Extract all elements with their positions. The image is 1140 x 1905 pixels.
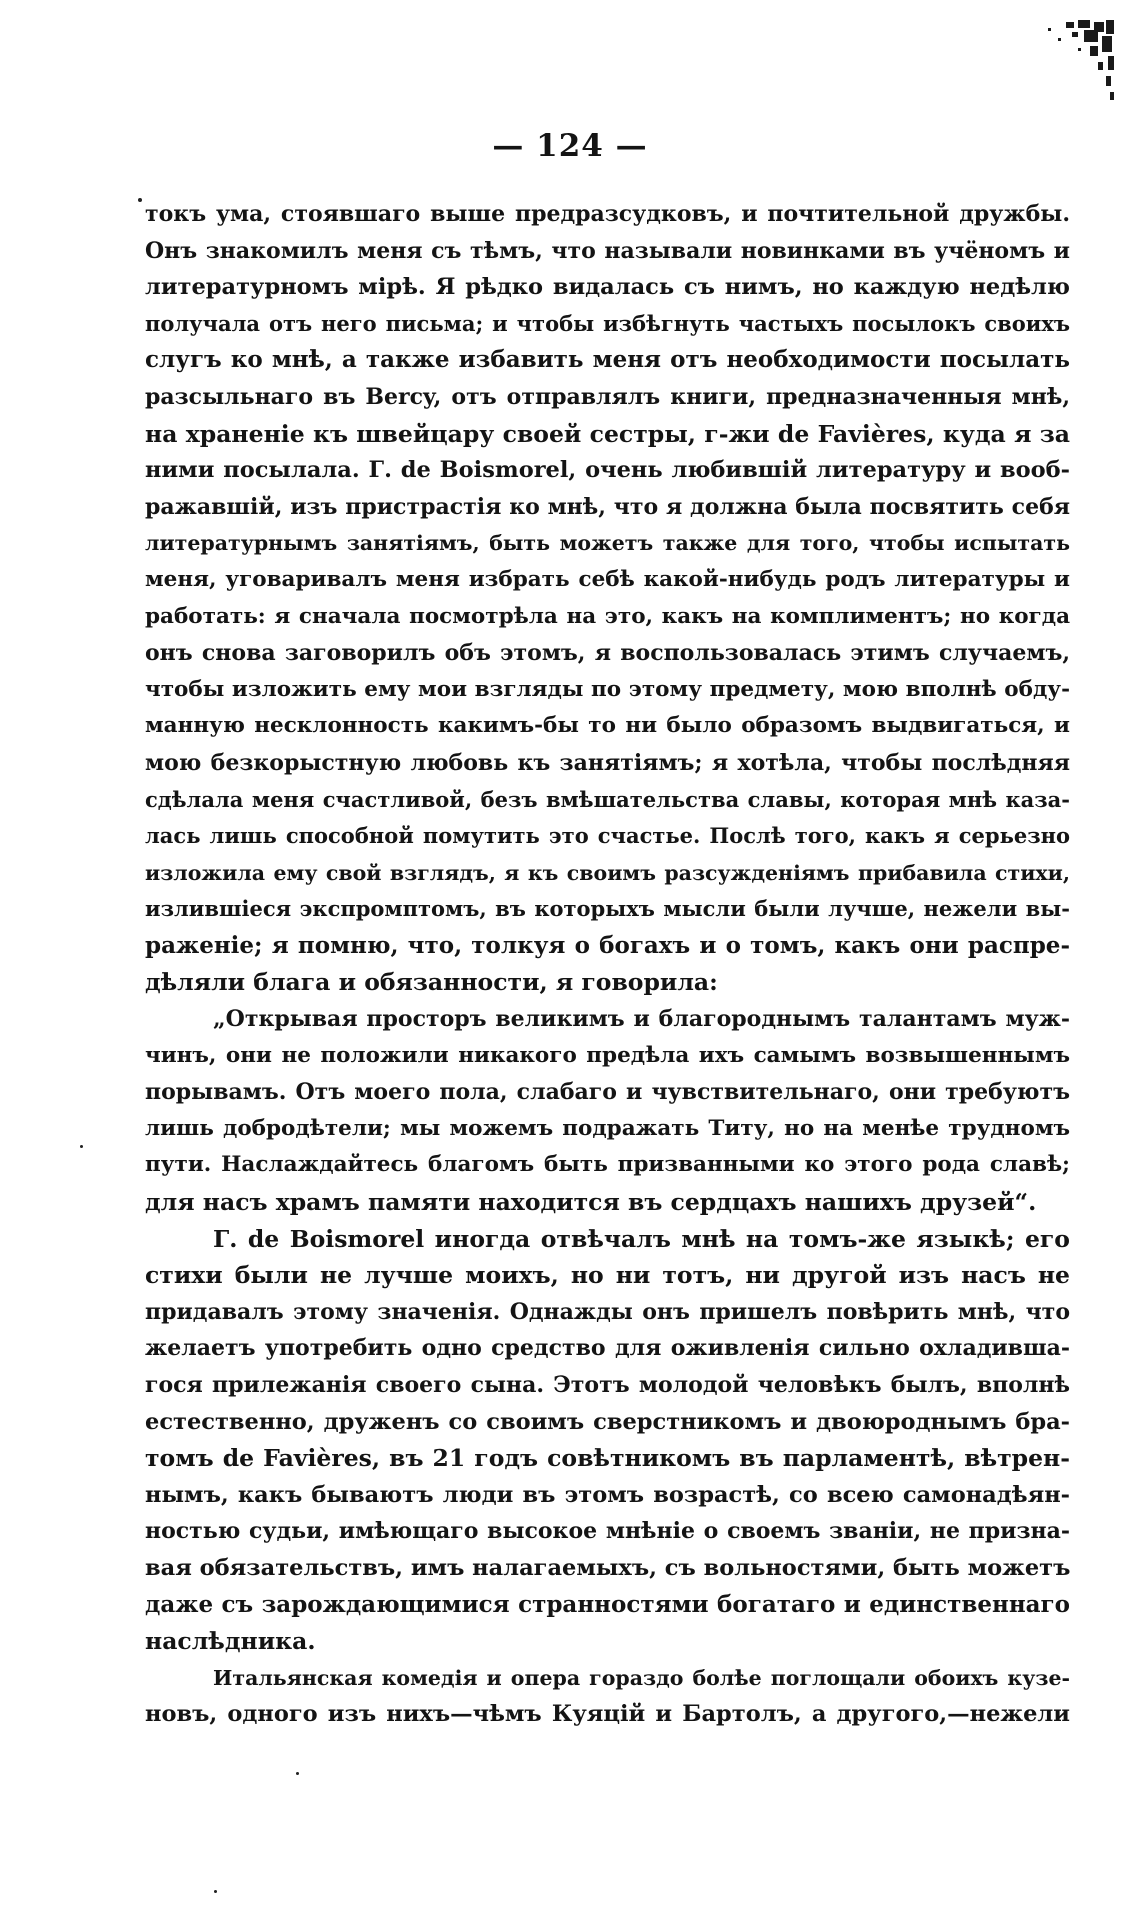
text-line: томъ de Favières, въ 21 годъ совѣтникомъ въ парламентѣ, вѣтрен- bbox=[145, 1444, 1070, 1473]
text-line: Г. de Boismorel иногда отвѣчалъ мнѣ на томъ-же языкѣ; его bbox=[213, 1224, 1070, 1253]
text-line: нымъ, какъ бываютъ люди въ этомъ возрастѣ, со всею самонадѣян- bbox=[145, 1481, 1070, 1508]
text-line: разсыльнаго въ Bercy, отъ отправлялъ книги, предназначенныя мнѣ, bbox=[145, 383, 1070, 410]
text-line: онъ снова заговорилъ объ этомъ, я воспользовалась этимъ случаемъ, bbox=[145, 640, 1070, 667]
text-line: естественно, друженъ со своимъ сверстникомъ и двоюроднымъ бра- bbox=[145, 1408, 1070, 1435]
text-line: придавалъ этому значенія. Однажды онъ пришелъ повѣрить мнѣ, что bbox=[145, 1298, 1070, 1325]
text-line: излившіеся экспромптомъ, въ которыхъ мысли были лучше, нежели вы- bbox=[145, 896, 1070, 922]
ink-speck bbox=[296, 1772, 299, 1775]
text-line: меня, уговаривалъ меня избрать себѣ какой-нибудь родъ литературы и bbox=[145, 566, 1070, 592]
text-line: ними посылала. Г. de Boismorel, очень любившій литературу и вооб- bbox=[145, 457, 1070, 484]
ink-speck bbox=[138, 198, 142, 202]
text-line: наслѣдника. bbox=[145, 1627, 316, 1656]
text-line: работать: я сначала посмотрѣла на это, какъ на комплиментъ; но когда bbox=[145, 603, 1070, 629]
text-line: получала отъ него письма; и чтобы избѣгнуть частыхъ посылокъ своихъ bbox=[145, 310, 1070, 336]
text-line: мою безкорыстную любовь къ занятіямъ; я хотѣла, чтобы послѣдняя bbox=[145, 749, 1070, 776]
text-line: лась лишь способной помутить это счастье. Послѣ того, какъ я серьезно bbox=[145, 823, 1070, 849]
quote-line: „Открывая просторъ великимъ и благороднымъ талантамъ муж- bbox=[213, 1006, 1070, 1033]
text-line: вая обязательствъ, имъ налагаемыхъ, съ вольностями, быть можетъ bbox=[145, 1554, 1071, 1581]
text-line: на храненіе къ швейцару своей сестры, г-жи de Favières, куда я за bbox=[145, 419, 1070, 448]
text-line: изложила ему свой взглядъ, я къ своимъ разсужденіямъ прибавила стихи, bbox=[145, 860, 1070, 885]
text-line: ностью судьи, имѣющаго высокое мнѣніе о своемъ званіи, не призна- bbox=[145, 1518, 1070, 1545]
text-line: манную несклонность какимъ-бы то ни было образомъ выдвигаться, и bbox=[145, 713, 1070, 739]
quote-line: лишь добродѣтели; мы можемъ подражать Титу, но на менѣе трудномъ bbox=[145, 1115, 1070, 1141]
page-corner-stain bbox=[1008, 18, 1118, 108]
text-line: желаетъ употребить одно средство для оживленія сильно охладивша- bbox=[145, 1335, 1070, 1362]
ink-speck bbox=[214, 1890, 217, 1893]
quote-line: пути. Наслаждайтесь благомъ быть призванными ко этого рода славѣ; bbox=[145, 1152, 1070, 1178]
text-line: чтобы изложить ему мои взгляды по этому предмету, мою вполнѣ обду- bbox=[145, 676, 1070, 702]
text-line: ражавшій, изъ пристрастія ко мнѣ, что я должна была посвятить себя bbox=[145, 493, 1070, 520]
text-line: новъ, одного изъ нихъ—чѣмъ Куяцій и Бартолъ, а другого,—нежели bbox=[145, 1701, 1070, 1728]
text-line: литературнымъ занятіямъ, быть можетъ также для того, чтобы испытать bbox=[145, 531, 1070, 556]
text-line: сдѣлала меня счастливой, безъ вмѣшательства славы, которая мнѣ каза- bbox=[145, 786, 1070, 812]
body-text bbox=[145, 196, 1070, 1733]
text-line: токъ ума, стоявшаго выше предразсудковъ, и почтительной дружбы. bbox=[145, 201, 1070, 227]
text-line: литературномъ мірѣ. Я рѣдко видалась съ нимъ, но каждую недѣлю bbox=[145, 274, 1070, 301]
text-line: раженіе; я помню, что, толкуя о богахъ и о томъ, какъ они распре- bbox=[145, 931, 1070, 959]
text-line: гося прилежанія своего сына. Этотъ молодой человѣкъ былъ, вполнѣ bbox=[145, 1372, 1070, 1398]
quote-line: для насъ храмъ памяти находится въ сердцахъ нашихъ друзей“. bbox=[145, 1188, 1037, 1217]
text-line: Итальянская комедія и опера гораздо болѣе поглощали обоихъ кузе- bbox=[213, 1665, 1070, 1690]
text-line: стихи были не лучше моихъ, но ни тотъ, ни другой изъ насъ не bbox=[145, 1261, 1070, 1290]
page-number: — 124 — bbox=[492, 128, 648, 164]
text-line: слугъ ко мнѣ, а также избавить меня отъ необходимости посылать bbox=[145, 346, 1070, 374]
text-line: Онъ знакомилъ меня съ тѣмъ, что называли новинками въ учёномъ и bbox=[145, 237, 1070, 264]
ink-speck bbox=[80, 1145, 83, 1148]
quote-line: порывамъ. Отъ моего пола, слабаго и чувствительнаго, они требуютъ bbox=[145, 1079, 1070, 1106]
text-line: даже съ зарождающимися странностями богатаго и единственнаго bbox=[145, 1590, 1070, 1618]
text-line: дѣляли блага и обязанности, я говорила: bbox=[145, 968, 718, 997]
quote-line: чинъ, они не положили никакого предѣла ихъ самымъ возвышеннымъ bbox=[145, 1042, 1070, 1068]
